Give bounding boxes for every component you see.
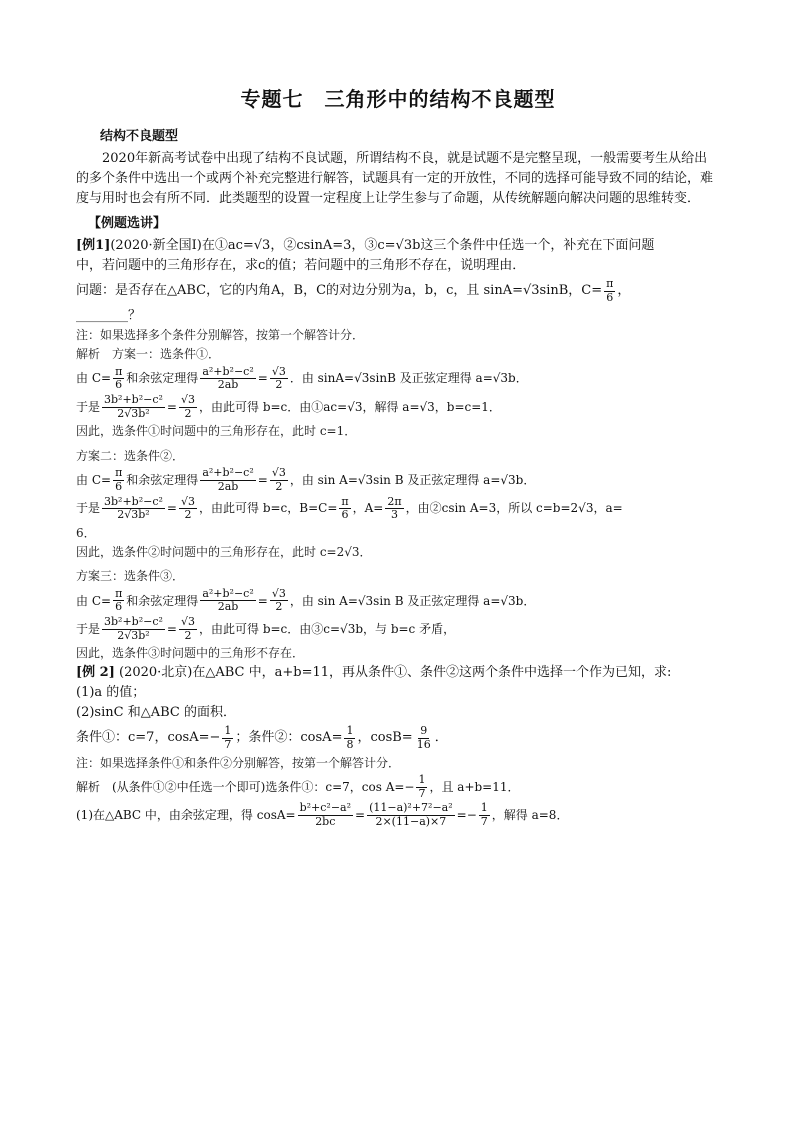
text: 和余弦定理得 xyxy=(126,593,199,608)
frac-den: 2ab xyxy=(217,600,239,614)
fraction xyxy=(270,467,288,493)
example1-note: 注：如果选择多个条件分别解答，按第一个解答计分． xyxy=(76,328,365,343)
fraction xyxy=(385,496,403,522)
example1-label: [例1] xyxy=(76,237,111,253)
text: 于是 xyxy=(76,399,101,414)
frac-num: 1 xyxy=(480,801,488,815)
example1-text: (2020·新全国Ⅰ)在①ac=√3，②csinA=3，③c=√3b这三个条件中任选一个，补充在下面问题 xyxy=(110,237,655,253)
frac-den: 2√3b² xyxy=(117,508,150,522)
fraction xyxy=(604,278,615,304)
frac-num: a²+b²−c² xyxy=(202,586,254,600)
fraction xyxy=(222,725,233,751)
frac-num: 2π xyxy=(387,494,402,508)
example2-solution-intro xyxy=(76,774,720,800)
text: = xyxy=(257,371,268,386)
example2-conditions xyxy=(76,725,720,751)
frac-num: 1 xyxy=(224,724,232,738)
fraction xyxy=(200,467,255,493)
frac-den: 2√3b² xyxy=(117,628,150,642)
text: ． xyxy=(434,730,448,746)
frac-num: (11−a)²+7²−a² xyxy=(369,801,453,815)
solution-intro: 解析 方案一：选条件①． xyxy=(76,347,221,361)
text: 解析 (从条件①②中任选一个即可)选条件①：c=7，cos A=− xyxy=(76,779,415,794)
frac-num: √3 xyxy=(271,466,286,480)
example2-line1 xyxy=(76,663,720,683)
frac-num: 3b²+b²−c² xyxy=(104,614,163,628)
text: 由 C= xyxy=(76,371,112,386)
frac-den: 6 xyxy=(115,378,123,392)
text: ；条件②：cosA= xyxy=(235,730,343,746)
examples-heading: 【例题选讲】 xyxy=(88,215,167,231)
frac-den: 2√3b² xyxy=(117,406,150,420)
text: ，由 sin A=√3sin B 及正弦定理得 a=√3b． xyxy=(289,593,536,608)
fraction xyxy=(479,802,490,828)
example2-q1: (1)a 的值； xyxy=(76,684,146,700)
frac-den: 7 xyxy=(480,815,488,829)
frac-den: 2 xyxy=(184,628,192,642)
text: ，由此可得 b=c．由①ac=√3，解得 a=√3，b=c=1． xyxy=(199,399,501,414)
frac-den: 7 xyxy=(418,786,426,800)
frac-den: 6 xyxy=(606,290,614,304)
frac-num: b²+c²−a² xyxy=(299,801,352,815)
frac-num: 1 xyxy=(418,773,426,787)
frac-num: √3 xyxy=(271,364,286,378)
plan3-step2 xyxy=(76,616,720,642)
fraction xyxy=(367,802,455,828)
text: ，cosB= xyxy=(357,730,413,746)
text: 于是 xyxy=(76,501,101,516)
text: = xyxy=(166,399,177,414)
frac-num: √3 xyxy=(271,586,286,600)
fraction xyxy=(298,802,353,828)
fraction xyxy=(179,616,197,642)
intro-paragraph: 2020年新高考试卷中出现了结构不良试题，所谓结构不良，就是试题不是完整呈现，一般需要考生从给出的多个条件中选出一个或两个补充完整进行解答，试题具有一定的开放性，不同的选择可能导致不同的结论，难度与用时也会有所不同．此类题型的设置一定程度上让学生参与了命题，从传统解题向解决问题的思维转变． xyxy=(76,151,714,207)
example1-line2: 中，若问题中的三角形存在，求c的值；若问题中的三角形不存在，说明理由． xyxy=(76,257,526,273)
frac-num: π xyxy=(115,364,123,378)
document-page xyxy=(76,78,720,831)
frac-den: 2 xyxy=(275,479,283,493)
fraction xyxy=(270,366,288,392)
text: ，且 a+b=11． xyxy=(429,779,520,794)
page-title: 专题七 三角形中的结构不良题型 xyxy=(240,87,556,111)
text: 于是 xyxy=(76,621,101,636)
fraction xyxy=(416,774,427,800)
plan2-heading: 方案二：选条件②． xyxy=(76,448,185,463)
text: ，由此可得 b=c．由③c=√3b，与 b=c 矛盾， xyxy=(199,621,456,636)
section-label: 结构不良题型 xyxy=(100,129,179,144)
text: = xyxy=(355,808,366,823)
text: ，由②csin A=3，所以 c=b=2√3，a= xyxy=(405,501,623,516)
frac-den: 2bc xyxy=(315,815,336,829)
example1-line1 xyxy=(76,236,720,256)
plan2-conclusion: 因此，选条件②时问题中的三角形存在，此时 c=2√3． xyxy=(76,544,372,559)
text: = xyxy=(456,808,467,823)
text: ．由 sinA=√3sinB 及正弦定理得 a=√3b． xyxy=(289,371,528,386)
frac-num: a²+b²−c² xyxy=(202,466,254,480)
text: ，由 sin A=√3sin B 及正弦定理得 a=√3b． xyxy=(289,473,536,488)
frac-den: 2ab xyxy=(217,378,239,392)
frac-den: 2 xyxy=(184,406,192,420)
plan2-wrap: 6． xyxy=(76,525,96,540)
frac-den: 6 xyxy=(115,600,123,614)
example1-question xyxy=(76,278,720,304)
fraction xyxy=(113,588,124,614)
text: = xyxy=(257,473,268,488)
example2-q2: (2)sinC 和△ABC 的面积． xyxy=(76,705,236,721)
fraction xyxy=(179,496,197,522)
frac-num: π xyxy=(341,494,349,508)
frac-num: π xyxy=(115,586,123,600)
text: (1)在△ABC 中，由余弦定理，得 cosA= xyxy=(76,808,296,823)
fraction xyxy=(200,588,255,614)
text: 由 C= xyxy=(76,473,112,488)
fraction xyxy=(113,467,124,493)
fraction xyxy=(200,366,255,392)
plan2-step1 xyxy=(76,467,720,493)
text: ，A= xyxy=(352,501,384,516)
frac-num: 9 xyxy=(420,724,428,738)
fraction xyxy=(179,394,197,420)
text: ，解得 a=8． xyxy=(491,808,569,823)
text: = xyxy=(166,621,177,636)
text: ，由此可得 b=c，B=C= xyxy=(199,501,338,516)
text: = xyxy=(257,593,268,608)
fraction xyxy=(339,496,350,522)
frac-den: 2 xyxy=(275,378,283,392)
text: 条件①：c=7，cosA=− xyxy=(76,730,221,746)
frac-den: 2 xyxy=(275,600,283,614)
plan3-heading: 方案三：选条件③． xyxy=(76,569,185,584)
question-text: 问题：是否存在△ABC，它的内角A，B，C的对边分别为a，b，c，且 sinA=√3sinB，C= xyxy=(76,283,603,299)
frac-den: 7 xyxy=(224,737,232,751)
text: 和余弦定理得 xyxy=(126,473,199,488)
text: 和余弦定理得 xyxy=(126,371,199,386)
plan1-conclusion: 因此，选条件①时问题中的三角形存在，此时 c=1． xyxy=(76,424,357,439)
frac-num: 1 xyxy=(346,724,354,738)
frac-num: √3 xyxy=(180,494,195,508)
frac-num: a²+b²−c² xyxy=(202,364,254,378)
plan2-step2 xyxy=(76,496,720,522)
example2-label: [例 2] xyxy=(76,664,115,680)
text: 由 C= xyxy=(76,593,112,608)
plan1-step2 xyxy=(76,394,720,420)
text: = xyxy=(166,501,177,516)
plan1-step1 xyxy=(76,366,720,392)
answer-blank: ________？ xyxy=(76,308,142,324)
example2-solution-step1: (1)在△ABC 中，由余弦定理，得 cosA= $\frac{\text{b²+c²−a²}}{2bc}$ = $\frac{\text{(11−a)²+7²−a²}}{2\times(11-a)\times 7}$ = − $\frac{1}{7}$ ，解得 a=8． xyxy=(76,801,569,829)
plan3-conclusion: 因此，选条件③时问题中的三角形不存在． xyxy=(76,646,305,661)
example2-text: (2020·北京)在△ABC 中，a+b=11，再从条件①、条件②这两个条件中选择一个作为已知，求: xyxy=(114,664,672,680)
question-end: ， xyxy=(617,283,631,299)
plan3-step1 xyxy=(76,588,720,614)
frac-den: 2×(11−a)×7 xyxy=(375,815,447,829)
frac-num: 3b²+b²−c² xyxy=(104,392,163,406)
fraction xyxy=(344,725,355,751)
frac-den: 8 xyxy=(346,737,354,751)
frac-num: √3 xyxy=(180,614,195,628)
example2-note: 注：如果选择条件①和条件②分别解答，按第一个解答计分． xyxy=(76,755,401,770)
frac-den: 2 xyxy=(184,508,192,522)
fraction xyxy=(415,725,433,751)
fraction xyxy=(113,366,124,392)
fraction xyxy=(270,588,288,614)
frac-den: 16 xyxy=(416,737,431,751)
fraction xyxy=(102,496,165,522)
frac-den: 2ab xyxy=(217,479,239,493)
frac-num: 3b²+b²−c² xyxy=(104,494,163,508)
frac-den: 6 xyxy=(341,508,349,522)
frac-den: 3 xyxy=(390,508,398,522)
frac-num: π xyxy=(115,466,123,480)
fraction xyxy=(102,616,165,642)
frac-num: π xyxy=(606,276,614,290)
frac-num: √3 xyxy=(180,392,195,406)
fraction xyxy=(102,394,165,420)
frac-den: 6 xyxy=(115,479,123,493)
